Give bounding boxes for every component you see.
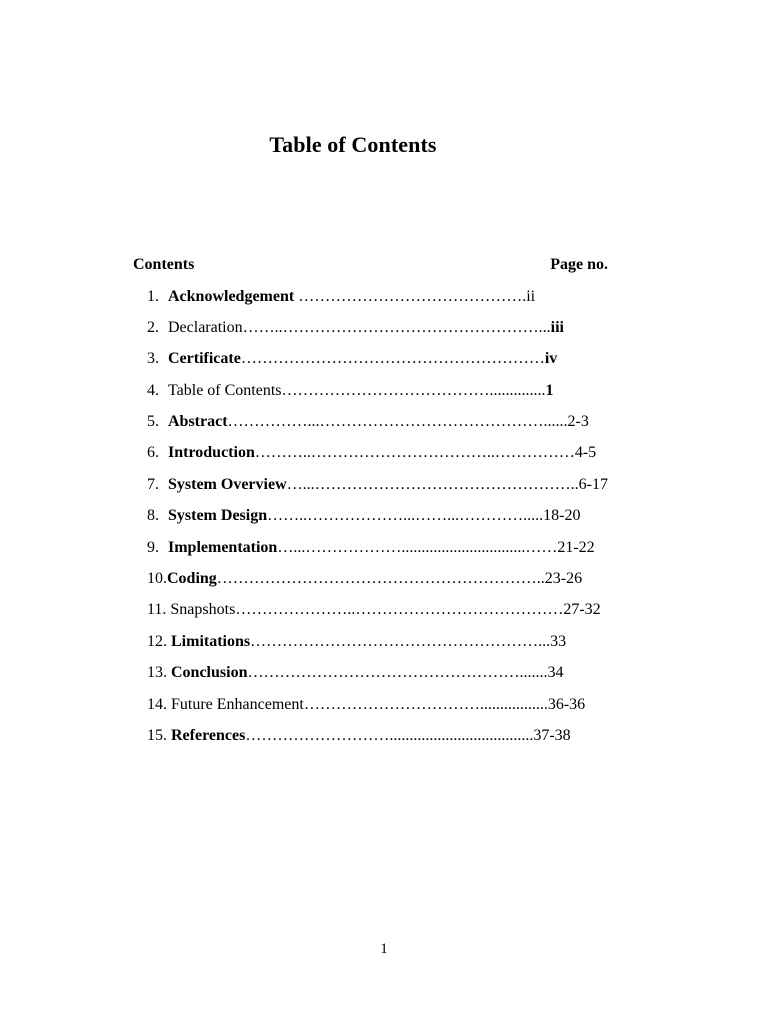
toc-header [133,256,608,278]
page-no-column-header: Page no. [550,256,608,273]
toc-entry-label: Snapshots [170,601,236,618]
toc-entry-page: 23-26 [544,570,583,587]
toc-entry-label: Future Enhancement [171,696,304,713]
toc-entry-number: 14. [147,696,167,713]
toc-entry [147,411,589,433]
toc-entry [147,725,571,747]
toc-entry-page: 1 [545,382,554,399]
toc-entry-label: Implementation [168,539,278,556]
toc-entry [147,694,585,716]
toc-entry-label: Limitations [171,633,251,650]
toc-entry-page: iii [550,319,564,336]
toc-entry-page: 37-38 [533,727,571,744]
toc-entry-leader: …...………………………………………….. [286,476,579,493]
toc-entry-number: 8. [147,507,159,524]
toc-entry [147,348,557,370]
contents-column-header: Contents [133,256,195,273]
toc-entry-page: 36-36 [547,696,586,713]
toc-entry-label: References [171,727,246,744]
toc-entry [147,317,564,339]
page-title: Table of Contents [269,132,437,157]
toc-entry-page: 2-3 [567,413,589,430]
toc-entry-page: 33 [550,633,567,650]
toc-entry-leader: ……………………………………………....... [247,664,548,681]
toc-entry [147,631,566,653]
toc-entry-label: Coding [167,570,217,587]
toc-entry-page: iv [544,350,558,367]
toc-entry-label: Declaration [168,319,243,336]
toc-entry-label: System Overview [168,476,287,493]
toc-entry-number: 9. [147,539,159,556]
toc-entry-leader: ………..……………………………..…………… [254,444,575,461]
toc-entry-leader: ………………………………………………... [250,633,551,650]
toc-entry-leader: ……..………………...……...…………..... [267,507,544,524]
toc-entry-page: ii [526,288,536,305]
toc-entry-page: 4-5 [574,444,597,461]
toc-entry-leader: ……………………………................. [303,696,548,713]
toc-entry-number: 12. [147,633,167,650]
toc-entry-page: 18-20 [543,507,581,524]
footer-page-number: 1 [380,941,388,957]
toc-entry-leader: ……………………….................................... [245,727,534,744]
toc-entry-number: 1. [147,288,159,305]
toc-entry-label: Certificate [168,350,241,367]
toc-entry [147,568,582,590]
toc-entry [147,537,595,559]
toc-entry-number: 3. [147,350,159,367]
toc-entry-leader: …………………………………………………….. [216,570,545,587]
toc-entry-leader: ………………………………………………… [240,350,545,367]
toc-entry-leader: ……………...……………………………………...... [227,413,568,430]
toc-entry-number: 11. [147,601,167,618]
toc-entry-number: 4. [147,382,159,399]
toc-entry [147,505,580,527]
toc-entry-leader: ……..…………………………………………... [242,319,551,336]
toc-entry [147,599,601,621]
toc-entry-number: 13. [147,664,167,681]
toc-entry [147,380,554,402]
toc-entry-number: 7. [147,476,159,493]
toc-entry-leader: …………………..………………………………… [235,601,564,618]
toc-entry-number: 15. [147,727,167,744]
toc-entry-page: 34 [547,664,564,681]
toc-entry-page: 21-22 [557,539,595,556]
toc-entry-page: 6-17 [578,476,608,493]
toc-entry-number: 2. [147,319,159,336]
toc-entry-leader: ………………………………….............. [281,382,546,399]
toc-entry [147,474,608,496]
toc-entry [147,286,535,308]
toc-entry [147,662,563,684]
toc-entry-label: System Design [168,507,268,524]
toc-entry-label: Introduction [168,444,255,461]
toc-entry-label: Table of Contents [168,382,282,399]
toc-entry-label: Conclusion [171,664,248,681]
toc-entry [147,442,596,464]
toc-entry-leader: ……………………………………. [294,288,527,305]
toc-entry-label: Abstract [168,413,228,430]
toc-entry-number: 10. [147,570,167,587]
toc-entry-number: 6. [147,444,159,461]
toc-entry-page: 27-32 [563,601,601,618]
toc-entry-leader: …...………………...............................…… [277,539,558,556]
toc-entry-label: Acknowledgement [168,288,295,305]
toc-entry-number: 5. [147,413,159,430]
